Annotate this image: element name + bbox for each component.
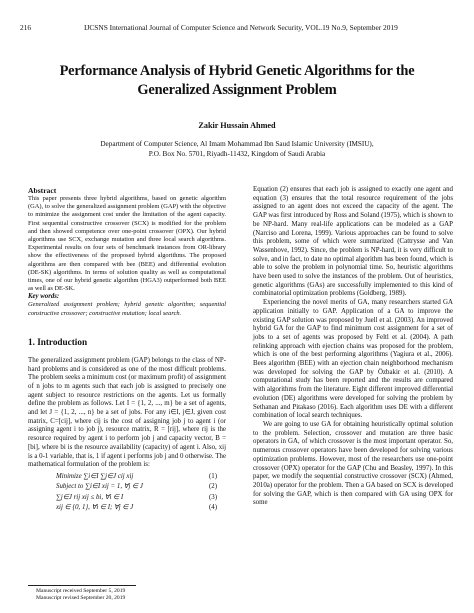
equation-text: Subject to ∑i∈I xij = 1, ∀j ∈ J (56, 483, 143, 491)
equation-number: (2) (209, 483, 218, 491)
equation-number: (1) (209, 472, 218, 480)
paper-title (30, 62, 444, 100)
title-line-1: Performance Analysis of Hybrid Genetic Algorithms for the (59, 63, 415, 79)
equation-row (28, 482, 226, 492)
running-head (20, 22, 454, 34)
journal-name: IJCSNS International Journal of Computer Science and Network Security, VOL.19 No.9, September 2019 (84, 23, 398, 32)
abstract-text: This paper presents three hybrid algorithms, based on genetic algorithm (GA), to solve the generalized assignment problem (GAP) with the objective to minimize the assignment cost under the limitation of the agent capacity. First sequential constructive crossover (SCX) is modified for the problem and then showed competence over one-point crossover (OPX). Our hybrid algorithms use SCX, exchange mutation and three local search algorithms. Experimental results on four sets of benchmark instances from OR-library show the effectiveness of the proposed hybrid algorithms. The proposed algorithms are then compared with bee (BEE) and differential evolution (DE-SK) algorithms. In terms of solution quality as well as computational times, one of our hybrid genetic algorithm (HGA3) outperformed both BEE as well as DE-SK. (28, 195, 226, 293)
equation-text: xij ∈ {0, 1}, ∀i ∈ I; ∀j ∈ J (56, 503, 134, 511)
introduction-heading: 1. Introduction (28, 336, 88, 347)
equation-text: Minimize ∑i∈I ∑j∈J cij xij (56, 472, 134, 480)
equation-block (28, 472, 226, 513)
page-number: 216 (20, 23, 32, 32)
abstract-heading: Abstract (28, 186, 57, 195)
footnote-received: Manuscript received September 5, 2019 (36, 588, 126, 594)
body-paragraph: Equation (2) ensures that each job is assigned to exactly one agent and equation (3) ensures that the total resource requirement of the jobs assigned to an agent does not exceed the capacity of the agent. The GAP was first introduced by Ross and Soland (1975), which is shown to be NP-hard. Many real-life applications can be modeled as a GAP (Narciso and Lorena, 1999). Various approaches can be found to solve this problem, some of which were summarized (Cattrysse and Van Wassenhove, 1992). Since, the problem is NP-hard, it is very difficult to solve, and in fact, to date no optimal algorithm has been found, which is able to solve the problem in polynomial time. So, heuristic algorithms have been used to solve the instances of the problem. Out of heuristics, genetic algorithms (GAs) are successfully implemented to this kind of combinatorial optimization problems (Goldberg, 1989). (253, 186, 453, 298)
equation-number: (3) (209, 493, 218, 501)
body-paragraph: We are going to use GA for obtaining heuristically optimal solution to the problem. Selection, crossover and mutation are three basic operators in GA, of which crossover is the most important operator. So, numerous crossover operators have been developed for solving various optimization problems. However, most of the researchers use one-point crossover (OPX) operator for the GAP (Chu and Beasley, 1997). In this paper, we modify the sequential constructive crossover (SCX) (Ahmed, 2010a) operator for the problem. Then a GA based on SCX is developed for solving the GAP, which is then compared with GA using OPX for some (253, 420, 453, 507)
keywords-text: Generalized assignment problem; hybrid genetic algorithm; sequential constructive crossover; constructive mutation; local search. (28, 301, 226, 317)
title-line-2: Generalized Assignment Problem (137, 82, 337, 98)
manuscript-footnotes (36, 588, 236, 602)
author-affiliation (40, 140, 434, 159)
equation-row (28, 493, 226, 503)
footnote-divider (28, 585, 136, 586)
footnote-revised: Manuscript revised September 20, 2019 (36, 595, 126, 602)
equation-row (28, 472, 226, 482)
equation-number: (4) (209, 503, 218, 511)
left-column (28, 186, 226, 513)
body-paragraph: Experiencing the novel merits of GA, many researchers started GA application initially to GAP. Application of a GA to improve the existing GAP solution was proposed by Juell et al. (2003). An improved hybrid GA for the GAP to find minimum cost assignment for a set of jobs to a set of agents was proposed by Feltl et al. (2004). A path relinking approach with ejection chains was proposed for the problem, which is one of the best performing algorithms (Yagiura et al., 2006). Bees algorithm (BEE) with an ejection chain neighborhood mechanism was developed for solving the GAP by Özbakir et al. (2010). A computational study has been reported and the results are compared with algorithms from the literature. Eight different improved differential evolution (DE) algorithms were developed for solving the problem by Sethanan and Pitakaso (2016). Each algorithm uses DE with a different combination of local search techniques. (253, 299, 453, 420)
introduction-paragraph: The generalized assignment problem (GAP) belongs to the class of NP-hard problems and is considered as one of the most difficult problems. The problem seeks a minimum cost (or maximum profit) of assignment of n jobs to m agents such that each job is assigned to precisely one agent subject to resource restrictions on the agents. Let us formally define the problem as follows. Let I = {1, 2, ..., m} be a set of agents, and let J = {1, 2, ..., n} be a set of jobs. For any i∈I, j∈J, given cost matrix, C=[cij], where cij is the cost of assigning job j to agent i (or assigning agent i to job j), resource matrix, R = [rij], where rij is the resource required by agent i to perform job j and capacity vector, B = [bi], where bi is the resource availability (capacity) of agent i. Also, xij is a 0-1 variable, that is, 1 if agent i performs job j and 0 otherwise. The mathematical formulation of the problem is: (28, 356, 226, 469)
affiliation-line-2: P.O. Box No. 5701, Riyadh-11432, Kingdom of Saudi Arabia (148, 149, 326, 158)
affiliation-line-1: Department of Computer Science, Al Imam Mohammad Ibn Saud Islamic University (IMSIU), (100, 140, 374, 148)
author-name: Zakir Hussain Ahmed (198, 121, 276, 130)
equation-text: ∑j∈J rij xij ≤ bi, ∀i ∈ I (56, 493, 124, 501)
right-column (253, 186, 453, 508)
keywords-heading: Key words: (28, 293, 60, 301)
equation-row (28, 503, 226, 513)
